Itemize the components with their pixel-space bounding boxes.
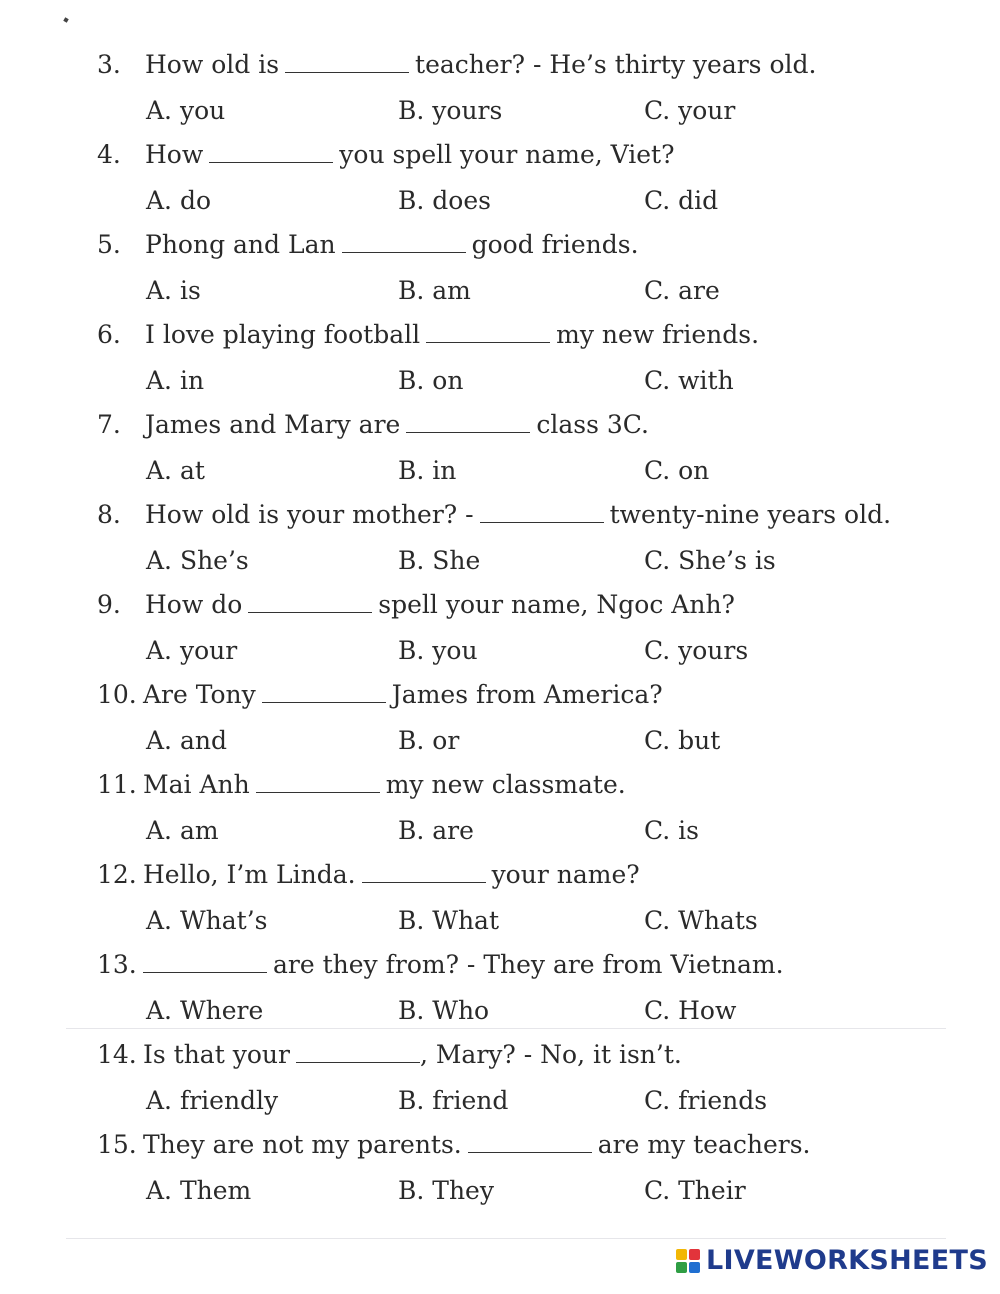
logo-square (676, 1262, 687, 1273)
answer-blank[interactable] (248, 590, 372, 613)
question-number: 7. (97, 410, 121, 439)
question-item (0, 48, 1000, 138)
answer-blank[interactable] (296, 1040, 420, 1063)
option-c[interactable]: C. are (644, 276, 720, 305)
question-stem (97, 228, 960, 262)
question-item (0, 948, 1000, 1038)
question-text-before: How old is your mother? - (145, 500, 474, 529)
question-item (0, 408, 1000, 498)
liveworksheets-logo (676, 1245, 988, 1276)
answer-blank[interactable] (342, 230, 466, 253)
question-text-before: How do (145, 590, 243, 619)
question-text-after: , Mary? - No, it isn’t. (419, 1040, 682, 1069)
question-text-after: teacher? - He’s thirty years old. (415, 50, 817, 79)
answer-blank[interactable] (256, 770, 380, 793)
question-number: 5. (97, 230, 121, 259)
option-c[interactable]: C. but (644, 726, 721, 755)
question-stem (97, 678, 960, 712)
question-number: 13. (97, 950, 137, 979)
option-b[interactable]: B. am (398, 276, 471, 305)
option-c[interactable]: C. yours (644, 636, 749, 665)
option-b[interactable]: B. yours (398, 96, 503, 125)
option-c[interactable]: C. Their (644, 1176, 746, 1205)
question-text-before: Phong and Lan (145, 230, 336, 259)
logo-square (676, 1249, 687, 1260)
option-a[interactable]: A. in (146, 366, 205, 395)
answer-blank[interactable] (285, 50, 409, 73)
question-item (0, 498, 1000, 588)
question-text-after: my new classmate. (385, 770, 626, 799)
option-b[interactable]: B. does (398, 186, 491, 215)
question-text-after: twenty-nine years old. (609, 500, 892, 529)
question-item (0, 228, 1000, 318)
question-text-after: James from America? (391, 680, 663, 709)
logo-text: LIVEWORKSHEETS (705, 1245, 988, 1276)
option-a[interactable]: A. do (146, 186, 212, 215)
option-a[interactable]: A. is (146, 276, 201, 305)
question-number: 11. (97, 770, 137, 799)
option-b[interactable]: B. or (398, 726, 460, 755)
option-a[interactable]: A. am (146, 816, 219, 845)
question-stem (97, 768, 960, 802)
option-c[interactable]: C. friends (644, 1086, 768, 1115)
question-item (0, 768, 1000, 858)
question-stem (97, 1038, 960, 1072)
option-a[interactable]: A. She’s (146, 546, 249, 575)
logo-square (689, 1262, 700, 1273)
question-item (0, 138, 1000, 228)
answer-blank[interactable] (209, 140, 333, 163)
option-a[interactable]: A. you (146, 96, 226, 125)
option-a[interactable]: A. at (146, 456, 205, 485)
question-text-before: Mai Anh (143, 770, 250, 799)
option-b[interactable]: B. you (398, 636, 478, 665)
question-text-before: They are not my parents. (143, 1130, 462, 1159)
question-stem (97, 1128, 960, 1162)
question-text-after: are they from? - They are from Vietnam. (273, 950, 784, 979)
question-item (0, 318, 1000, 408)
question-text-after: class 3C. (536, 410, 649, 439)
option-b[interactable]: B. are (398, 816, 474, 845)
question-number: 9. (97, 590, 121, 619)
option-b[interactable]: B. What (398, 906, 500, 935)
option-c[interactable]: C. is (644, 816, 699, 845)
question-number: 14. (97, 1040, 137, 1069)
question-text-after: your name? (491, 860, 640, 889)
scan-mark (63, 17, 68, 22)
question-text-before: How old is (145, 50, 280, 79)
question-number: 8. (97, 500, 121, 529)
answer-blank[interactable] (143, 950, 267, 973)
option-b[interactable]: B. on (398, 366, 464, 395)
option-a[interactable]: A. Them (146, 1176, 252, 1205)
question-item (0, 1128, 1000, 1218)
question-text-after: spell your name, Ngoc Anh? (378, 590, 735, 619)
logo-square (689, 1249, 700, 1260)
question-text-after: my new friends. (556, 320, 760, 349)
option-c[interactable]: C. did (644, 186, 719, 215)
question-number: 3. (97, 50, 121, 79)
option-c[interactable]: C. your (644, 96, 736, 125)
faint-rule (66, 1238, 946, 1239)
question-item (0, 858, 1000, 948)
question-text-after: good friends. (471, 230, 639, 259)
question-item (0, 678, 1000, 768)
question-number: 15. (97, 1130, 137, 1159)
option-c[interactable]: C. She’s is (644, 546, 776, 575)
question-stem (97, 858, 960, 892)
option-b[interactable]: B. They (398, 1176, 494, 1205)
question-number: 6. (97, 320, 121, 349)
answer-blank[interactable] (426, 320, 550, 343)
option-a[interactable]: A. friendly (146, 1086, 279, 1115)
question-text-before: Hello, I’m Linda. (143, 860, 356, 889)
question-stem (97, 408, 960, 442)
question-text-after: are my teachers. (597, 1130, 811, 1159)
option-c[interactable]: C. Whats (644, 906, 758, 935)
answer-blank[interactable] (362, 860, 486, 883)
question-text-before: James and Mary are (145, 410, 401, 439)
answer-blank[interactable] (262, 680, 386, 703)
question-number: 10. (97, 680, 137, 709)
option-a[interactable]: A. and (146, 726, 227, 755)
question-text-before: Are Tony (143, 680, 256, 709)
answer-blank[interactable] (406, 410, 530, 433)
question-text-before: How (145, 140, 204, 169)
question-item (0, 1038, 1000, 1128)
liveworksheets-logo-icon (676, 1249, 700, 1273)
option-b[interactable]: B. friend (398, 1086, 509, 1115)
question-stem (97, 948, 960, 982)
option-a[interactable]: A. Where (146, 996, 264, 1025)
option-c[interactable]: C. How (644, 996, 737, 1025)
option-a[interactable]: A. your (146, 636, 238, 665)
question-stem (97, 318, 960, 352)
option-a[interactable]: A. What’s (146, 906, 268, 935)
question-stem (97, 138, 960, 172)
question-number: 4. (97, 140, 121, 169)
option-b[interactable]: B. Who (398, 996, 490, 1025)
question-item (0, 588, 1000, 678)
question-text-before: I love playing football (145, 320, 421, 349)
question-stem (97, 498, 960, 532)
question-stem (97, 588, 960, 622)
option-c[interactable]: C. with (644, 366, 734, 395)
option-c[interactable]: C. on (644, 456, 710, 485)
option-b[interactable]: B. in (398, 456, 457, 485)
question-text-after: you spell your name, Viet? (339, 140, 675, 169)
question-number: 12. (97, 860, 137, 889)
question-stem (97, 48, 960, 82)
option-b[interactable]: B. She (398, 546, 481, 575)
answer-blank[interactable] (468, 1130, 592, 1153)
question-text-before: Is that your (143, 1040, 290, 1069)
answer-blank[interactable] (480, 500, 604, 523)
